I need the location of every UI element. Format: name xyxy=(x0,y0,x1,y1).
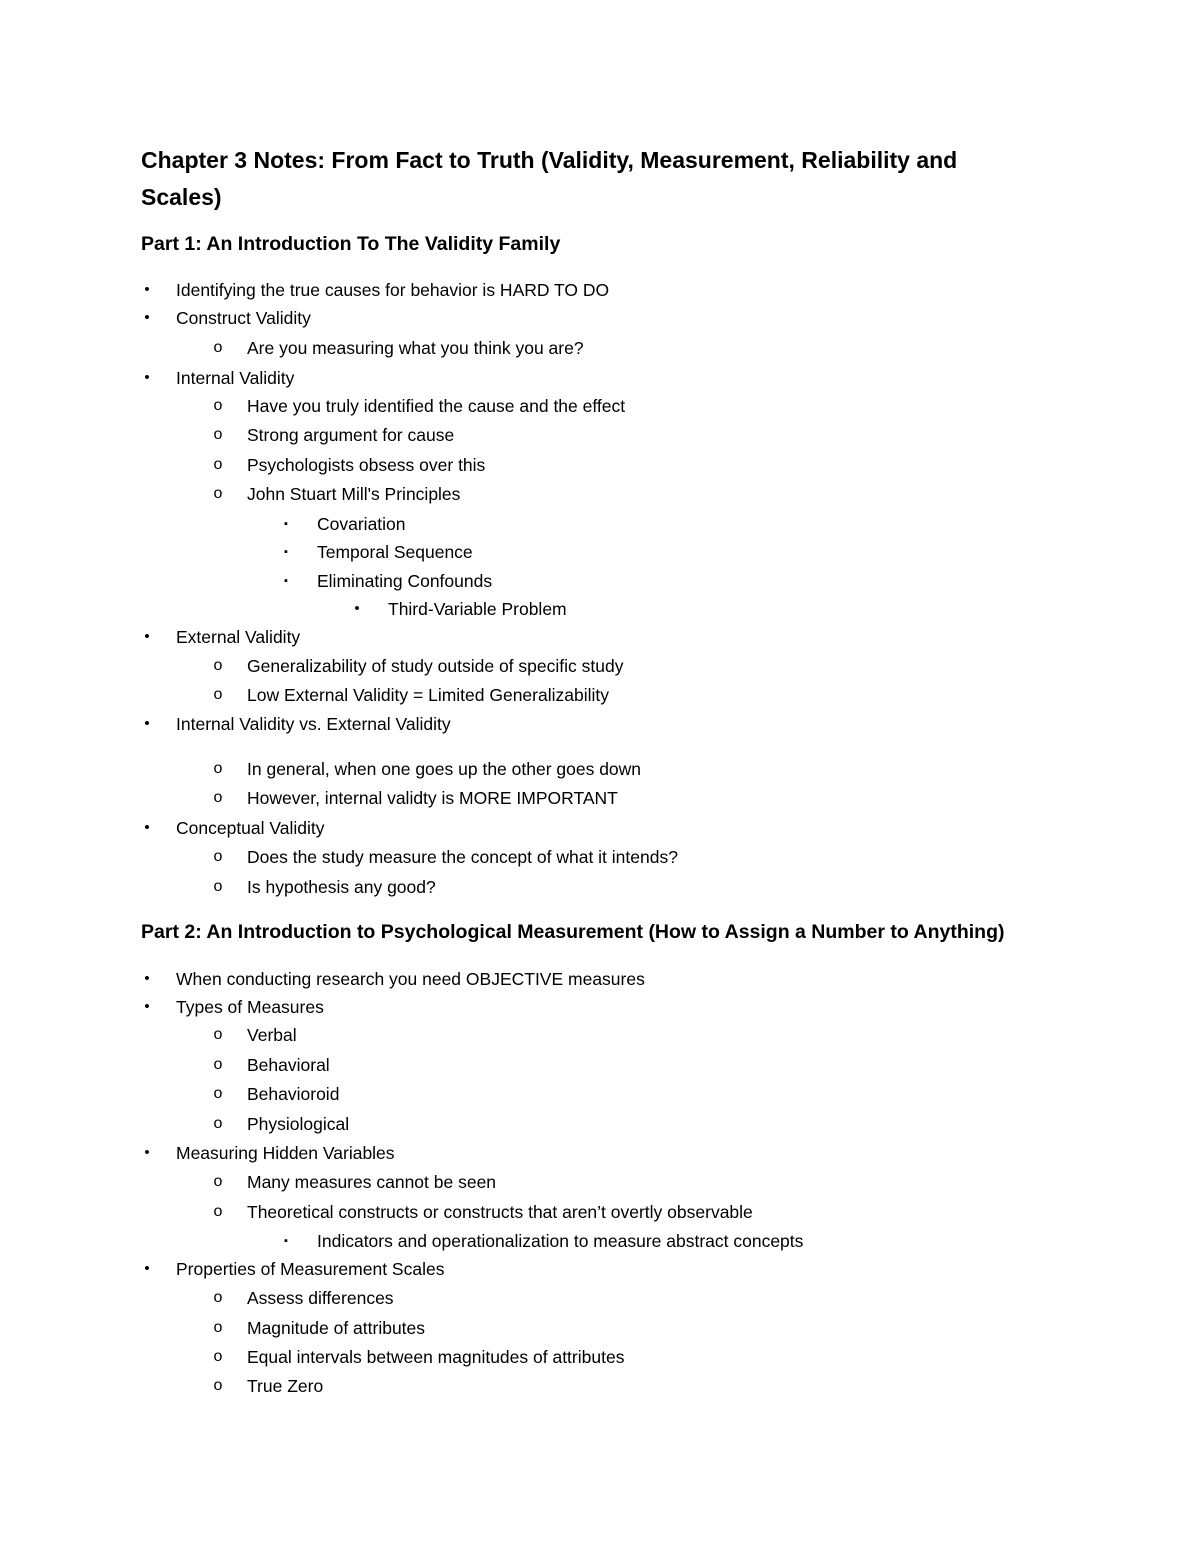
circle-bullet-icon: o xyxy=(213,485,223,502)
bullet-icon: • xyxy=(354,600,360,617)
part1-heading: Part 1: An Introduction To The Validity Family xyxy=(141,233,561,255)
circle-bullet-icon: o xyxy=(213,339,223,356)
list-item-text: Types of Measures xyxy=(176,997,324,1017)
square-bullet-icon: ▪ xyxy=(284,575,288,587)
circle-bullet-icon: o xyxy=(213,397,223,414)
list-item-text: Does the study measure the concept of what it intends? xyxy=(247,847,678,867)
bullet-icon: • xyxy=(144,998,150,1015)
list-item-text: Is hypothesis any good? xyxy=(247,877,436,897)
list-item-text: External Validity xyxy=(176,627,301,647)
part2-heading: Part 2: An Introduction to Psychological Measurement (How to Assign a Number to Anything) xyxy=(141,921,1005,943)
circle-bullet-icon: o xyxy=(213,657,223,674)
list-item-text: Physiological xyxy=(247,1114,350,1134)
bullet-icon: • xyxy=(144,1260,150,1277)
circle-bullet-icon: o xyxy=(213,1377,223,1394)
bullet-icon: • xyxy=(144,628,150,645)
list-item-text: Have you truly identified the cause and the effect xyxy=(247,396,626,416)
list-item-text: True Zero xyxy=(247,1376,324,1396)
list-item-text: Identifying the true causes for behavior is HARD TO DO xyxy=(176,280,610,300)
square-bullet-icon: ▪ xyxy=(284,546,288,558)
list-item-text: Measuring Hidden Variables xyxy=(176,1143,395,1163)
list-item-text: Strong argument for cause xyxy=(247,425,455,445)
circle-bullet-icon: o xyxy=(213,456,223,473)
circle-bullet-icon: o xyxy=(213,1056,223,1073)
list-item-text: Temporal Sequence xyxy=(317,542,473,562)
square-bullet-icon: ▪ xyxy=(284,1235,288,1247)
list-item-text: Theoretical constructs or constructs that aren’t overtly observable xyxy=(247,1202,753,1222)
circle-bullet-icon: o xyxy=(213,760,223,777)
circle-bullet-icon: o xyxy=(213,1173,223,1190)
list-item-text: Low External Validity = Limited Generalizability xyxy=(247,685,609,705)
circle-bullet-icon: o xyxy=(213,1203,223,1220)
bullet-icon: • xyxy=(144,309,150,326)
circle-bullet-icon: o xyxy=(213,686,223,703)
list-item-text: Are you measuring what you think you are? xyxy=(247,338,584,358)
list-item-text: Properties of Measurement Scales xyxy=(176,1259,445,1279)
list-item-text: Behavioroid xyxy=(247,1084,340,1104)
list-item-text: Verbal xyxy=(247,1025,297,1045)
list-item-text: Behavioral xyxy=(247,1055,330,1075)
bullet-icon: • xyxy=(144,970,150,987)
list-item-text: Eliminating Confounds xyxy=(317,571,493,591)
list-item-text: Generalizability of study outside of specific study xyxy=(247,656,624,676)
circle-bullet-icon: o xyxy=(213,789,223,806)
square-bullet-icon: ▪ xyxy=(284,518,288,530)
circle-bullet-icon: o xyxy=(213,848,223,865)
circle-bullet-icon: o xyxy=(213,426,223,443)
circle-bullet-icon: o xyxy=(213,1319,223,1336)
list-item-text: Psychologists obsess over this xyxy=(247,455,486,475)
bullet-icon: • xyxy=(144,369,150,386)
list-item-text: Internal Validity xyxy=(176,368,295,388)
list-item-text: Indicators and operationalization to measure abstract concepts xyxy=(317,1231,804,1251)
list-item-text: John Stuart Mill's Principles xyxy=(247,484,461,504)
list-item-text: Third-Variable Problem xyxy=(388,599,567,619)
list-item-text: Many measures cannot be seen xyxy=(247,1172,497,1192)
list-item-text: In general, when one goes up the other goes down xyxy=(247,759,642,779)
list-item-text: Magnitude of attributes xyxy=(247,1318,426,1338)
document-title: Chapter 3 Notes: From Fact to Truth (Validity, Measurement, Reliability and Scales) xyxy=(141,147,958,210)
list-item-text: Assess differences xyxy=(247,1288,394,1308)
bullet-icon: • xyxy=(144,715,150,732)
bullet-icon: • xyxy=(144,281,150,298)
list-item-text: Conceptual Validity xyxy=(176,818,325,838)
circle-bullet-icon: o xyxy=(213,1115,223,1132)
circle-bullet-icon: o xyxy=(213,1348,223,1365)
list-item-text: When conducting research you need OBJECTIVE measures xyxy=(176,969,645,989)
bullet-icon: • xyxy=(144,1144,150,1161)
circle-bullet-icon: o xyxy=(213,878,223,895)
circle-bullet-icon: o xyxy=(213,1289,223,1306)
list-item-text: Construct Validity xyxy=(176,308,311,328)
circle-bullet-icon: o xyxy=(213,1026,223,1043)
circle-bullet-icon: o xyxy=(213,1085,223,1102)
list-item-text: Equal intervals between magnitudes of attributes xyxy=(247,1347,625,1367)
bullet-icon: • xyxy=(144,819,150,836)
list-item-text: Internal Validity vs. External Validity xyxy=(176,714,451,734)
list-item-text: However, internal validty is MORE IMPORTANT xyxy=(247,788,618,808)
list-item-text: Covariation xyxy=(317,514,406,534)
